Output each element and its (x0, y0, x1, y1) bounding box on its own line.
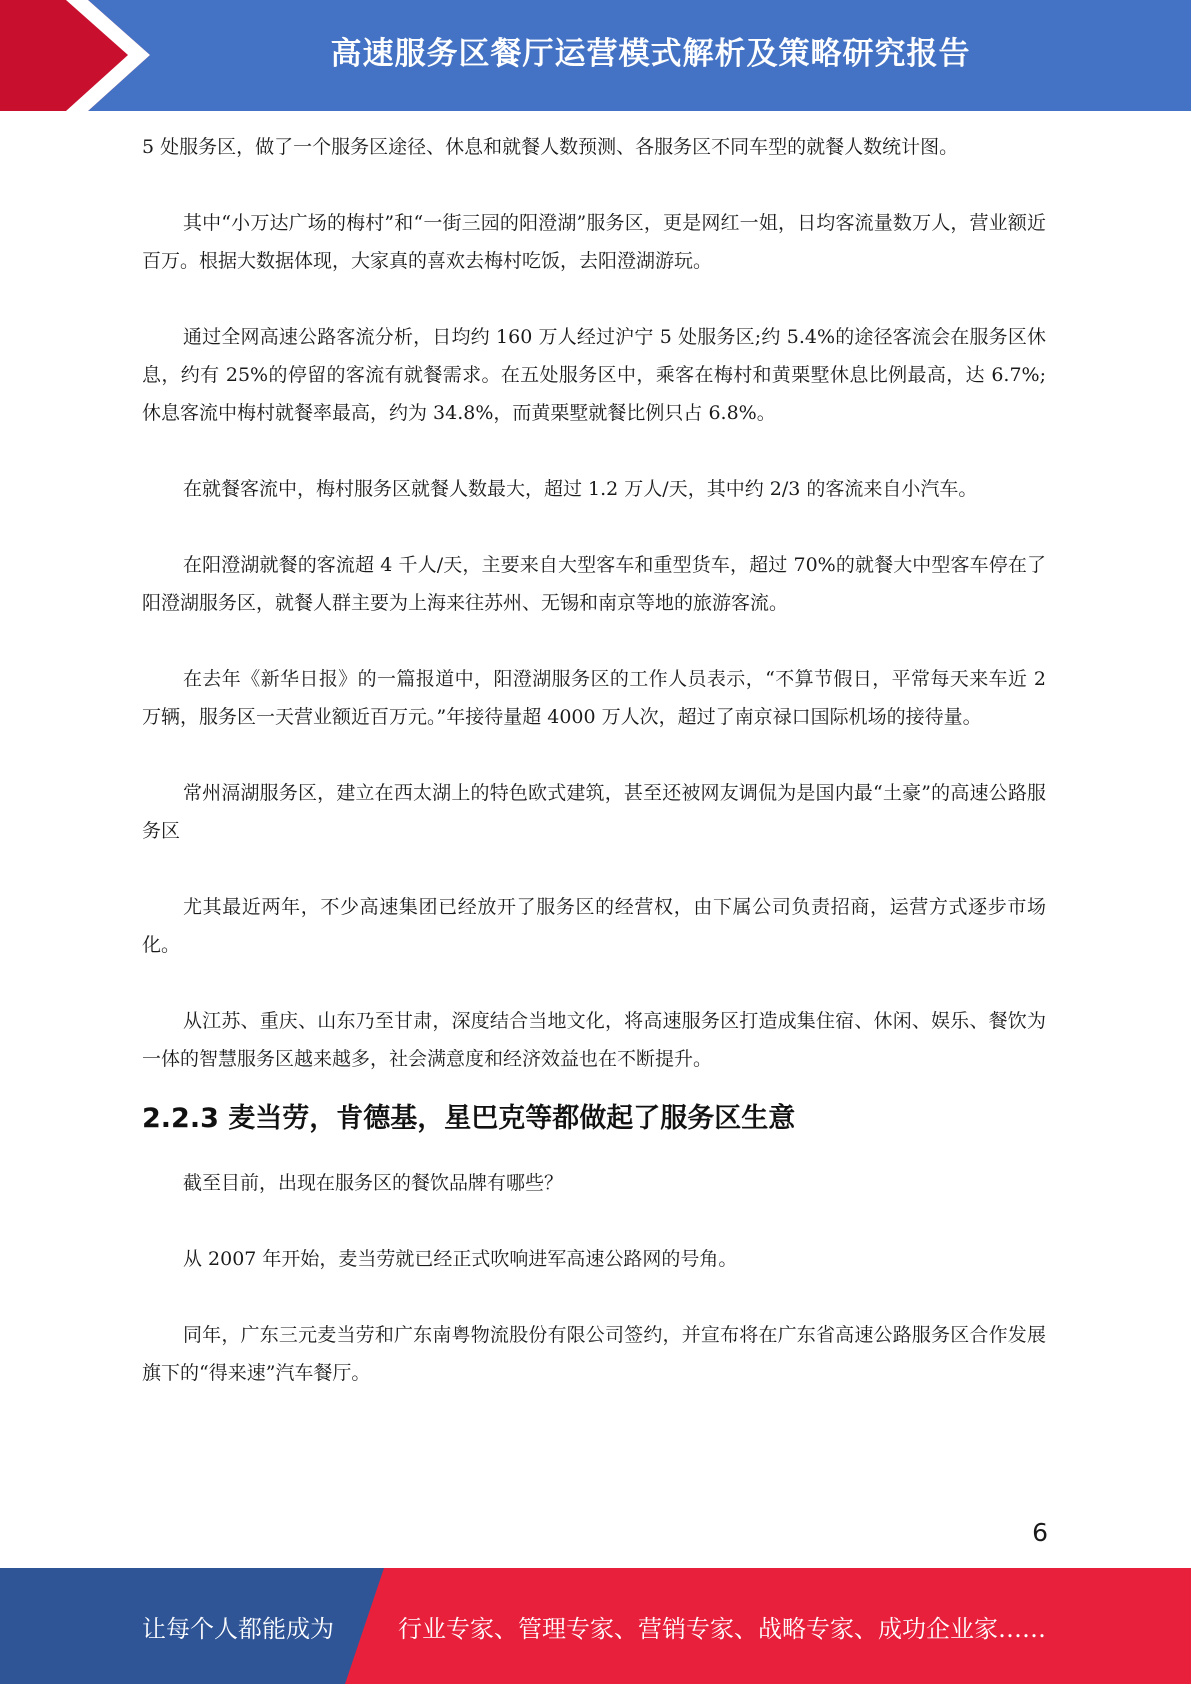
paragraph: 在就餐客流中，梅村服务区就餐人数最大，超过 1.2 万人/天，其中约 2/3 的客流来自小汽车。 (183, 478, 978, 500)
paragraph: 在去年《新华日报》的一篇报道中，阳澄湖服务区的工作人员表示，“不算节假日，平常每天来车近 2 万辆，服务区一天营业额近百万元。”年接待量超 4000 万人次，超过了南京禄口国际机场的接待量。 (142, 668, 1046, 728)
paragraph: 其中“小万达广场的梅村”和“一街三园的阳澄湖”服务区，更是网红一姐，日均客流量数万人，营业额近百万。根据大数据体现，大家真的喜欢去梅村吃饭，去阳澄湖游玩。 (142, 212, 1046, 272)
footer-slogan-left: 让每个人都能成为 (142, 1614, 334, 1643)
paragraph: 同年，广东三元麦当劳和广东南粤物流股份有限公司签约，并宣布将在广东省高速公路服务区合作发展旗下的“得来速”汽车餐厅。 (142, 1324, 1046, 1384)
paragraph: 通过全网高速公路客流分析，日均约 160 万人经过沪宁 5 处服务区;约 5.4%的途径客流会在服务区休息，约有 25%的停留的客流有就餐需求。在五处服务区中，乘客在梅村和黄栗墅休息比例最高，达 6.7%;休息客流中梅村就餐率最高，约为 34.8%，而黄栗墅就餐比例只占 6.8%。 (142, 326, 1046, 424)
paragraph: 从 2007 年开始，麦当劳就已经正式吹响进军高速公路网的号角。 (183, 1248, 738, 1270)
document-title: 高速服务区餐厅运营模式解析及策略研究报告 (330, 35, 971, 72)
paragraph: 在阳澄湖就餐的客流超 4 千人/天，主要来自大型客车和重型货车，超过 70%的就餐大中型客车停在了阳澄湖服务区，就餐人群主要为上海来往苏州、无锡和南京等地的旅游客流。 (142, 554, 1046, 614)
page-content (142, 128, 1046, 1392)
paragraph: 截至目前，出现在服务区的餐饮品牌有哪些？ (183, 1172, 564, 1194)
page-header (0, 0, 1191, 111)
paragraph: 尤其最近两年，不少高速集团已经放开了服务区的经营权，由下属公司负责招商，运营方式逐步市场化。 (142, 896, 1046, 956)
paragraph: 5 处服务区，做了一个服务区途径、休息和就餐人数预测、各服务区不同车型的就餐人数统计图。 (142, 136, 959, 158)
footer-slogan-right: 行业专家、管理专家、营销专家、战略专家、成功企业家…… (398, 1614, 1046, 1643)
page-footer (0, 1568, 1191, 1684)
page-number: 6 (1032, 1518, 1048, 1547)
paragraph: 常州滆湖服务区，建立在西太湖上的特色欧式建筑，甚至还被网友调侃为是国内最“土豪”的高速公路服务区 (142, 782, 1046, 842)
section-heading: 2.2.3 麦当劳，肯德基，星巴克等都做起了服务区生意 (142, 1103, 796, 1134)
paragraph: 从江苏、重庆、山东乃至甘肃，深度结合当地文化，将高速服务区打造成集住宿、休闲、娱乐、餐饮为一体的智慧服务区越来越多，社会满意度和经济效益也在不断提升。 (142, 1010, 1046, 1070)
